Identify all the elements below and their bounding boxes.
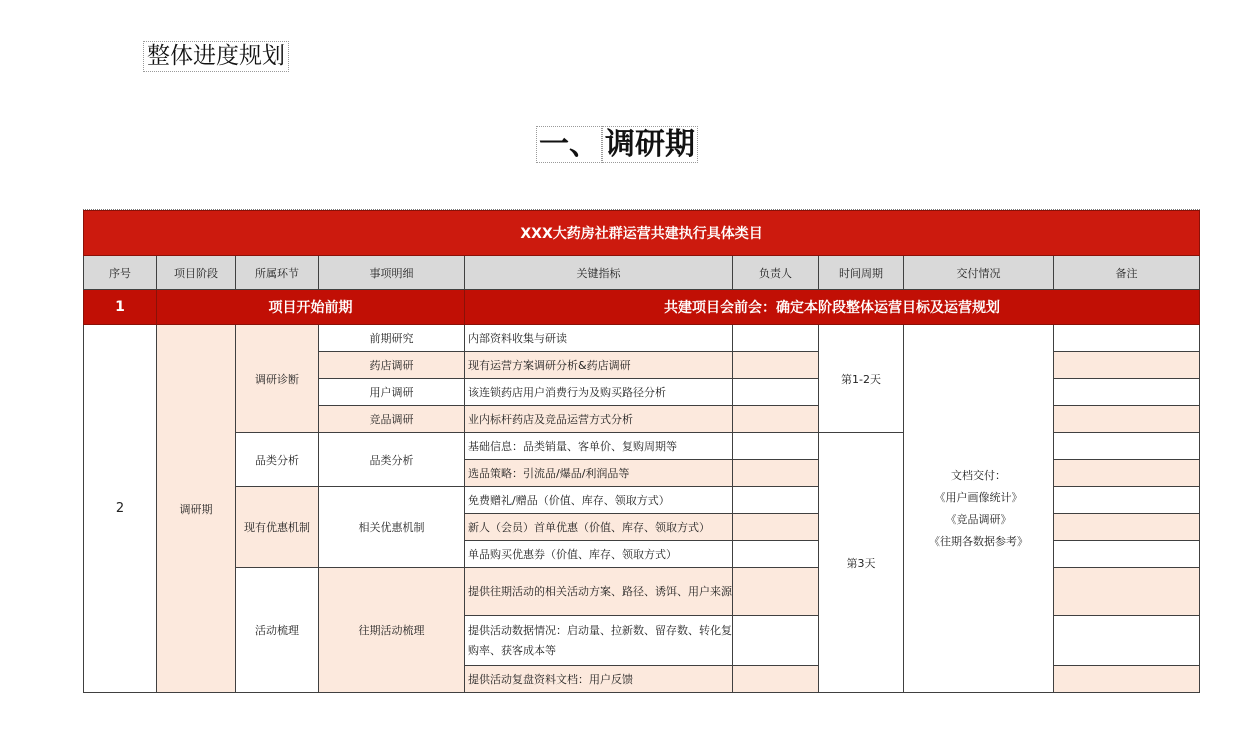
owner-cell [733,616,819,666]
plan-table [83,210,1200,693]
remarks-cell [1054,433,1200,460]
delivery-line: 文档交付： [951,468,1006,482]
kpi-cell: 业内标杆药店及竞品运营方式分析 [465,406,733,433]
detail-cell: 相关优惠机制 [319,487,465,568]
main-phase: 调研期 [157,325,236,693]
time-period-1: 第1-2天 [819,325,904,433]
owner-cell [733,460,819,487]
plan-table-wrapper [83,209,1200,693]
detail-cell: 往期活动梳理 [319,568,465,693]
owner-cell [733,406,819,433]
header-phase: 项目阶段 [157,256,236,290]
detail-cell: 药店调研 [319,352,465,379]
kpi-cell: 提供活动数据情况：启动量、拉新数、留存数、转化复购率、获客成本等 [465,616,733,666]
header-detail: 事项明细 [319,256,465,290]
segment-category: 品类分析 [236,433,319,487]
kpi-cell: 选品策略：引流品/爆品/利润品等 [465,460,733,487]
kpi-cell: 新人（会员）首单优惠（价值、库存、领取方式） [465,514,733,541]
table-row [84,325,1200,352]
delivery-cell [904,325,1054,693]
kpi-cell: 免费赠礼/赠品（价值、库存、领取方式） [465,487,733,514]
owner-cell [733,433,819,460]
section-title-main: 调研期 [602,126,698,163]
owner-cell [733,514,819,541]
header-segment: 所属环节 [236,256,319,290]
remarks-cell [1054,541,1200,568]
stage-no: 1 [84,290,157,325]
doc-title: 整体进度规划 [143,41,289,72]
table-header-row [84,256,1200,290]
remarks-cell [1054,487,1200,514]
owner-cell [733,487,819,514]
kpi-cell: 基础信息：品类销量、客单价、复购周期等 [465,433,733,460]
kpi-cell: 提供活动复盘资料文档：用户反馈 [465,666,733,693]
kpi-cell: 单品购买优惠券（价值、库存、领取方式） [465,541,733,568]
owner-cell [733,352,819,379]
owner-cell [733,541,819,568]
segment-discount: 现有优惠机制 [236,487,319,568]
segment-research: 调研诊断 [236,325,319,433]
owner-cell [733,666,819,693]
header-delivery: 交付情况 [904,256,1054,290]
segment-activity: 活动梳理 [236,568,319,693]
kpi-cell: 现有运营方案调研分析&药店调研 [465,352,733,379]
kpi-cell: 该连锁药店用户消费行为及购买路径分析 [465,379,733,406]
detail-cell: 品类分析 [319,433,465,487]
stage-description: 共建项目会前会：确定本阶段整体运营目标及运营规划 [465,290,1200,325]
remarks-cell [1054,352,1200,379]
header-kpi: 关键指标 [465,256,733,290]
remarks-cell [1054,379,1200,406]
remarks-cell [1054,325,1200,352]
kpi-cell: 提供往期活动的相关活动方案、路径、诱饵、用户来源 [465,568,733,616]
detail-cell: 用户调研 [319,379,465,406]
stage-row [84,290,1200,325]
delivery-line: 《用户画像统计》 [934,490,1023,504]
header-time: 时间周期 [819,256,904,290]
remarks-cell [1054,406,1200,433]
header-remarks: 备注 [1054,256,1200,290]
time-period-2: 第3天 [819,433,904,693]
remarks-cell [1054,666,1200,693]
delivery-line: 《往期各数据参考》 [929,534,1028,548]
remarks-cell [1054,616,1200,666]
section-title-prefix: 一、 [536,126,602,163]
owner-cell [733,379,819,406]
detail-cell: 竞品调研 [319,406,465,433]
remarks-cell [1054,514,1200,541]
header-no: 序号 [84,256,157,290]
header-owner: 负责人 [733,256,819,290]
kpi-cell: 内部资料收集与研读 [465,325,733,352]
remarks-cell [1054,568,1200,616]
remarks-cell [1054,460,1200,487]
delivery-line: 《竞品调研》 [945,512,1012,526]
main-no: 2 [84,325,157,693]
detail-cell: 前期研究 [319,325,465,352]
owner-cell [733,568,819,616]
table-title: XXX大药房社群运营共建执行具体类目 [84,211,1200,256]
owner-cell [733,325,819,352]
stage-label: 项目开始前期 [157,290,465,325]
section-title [532,126,702,164]
